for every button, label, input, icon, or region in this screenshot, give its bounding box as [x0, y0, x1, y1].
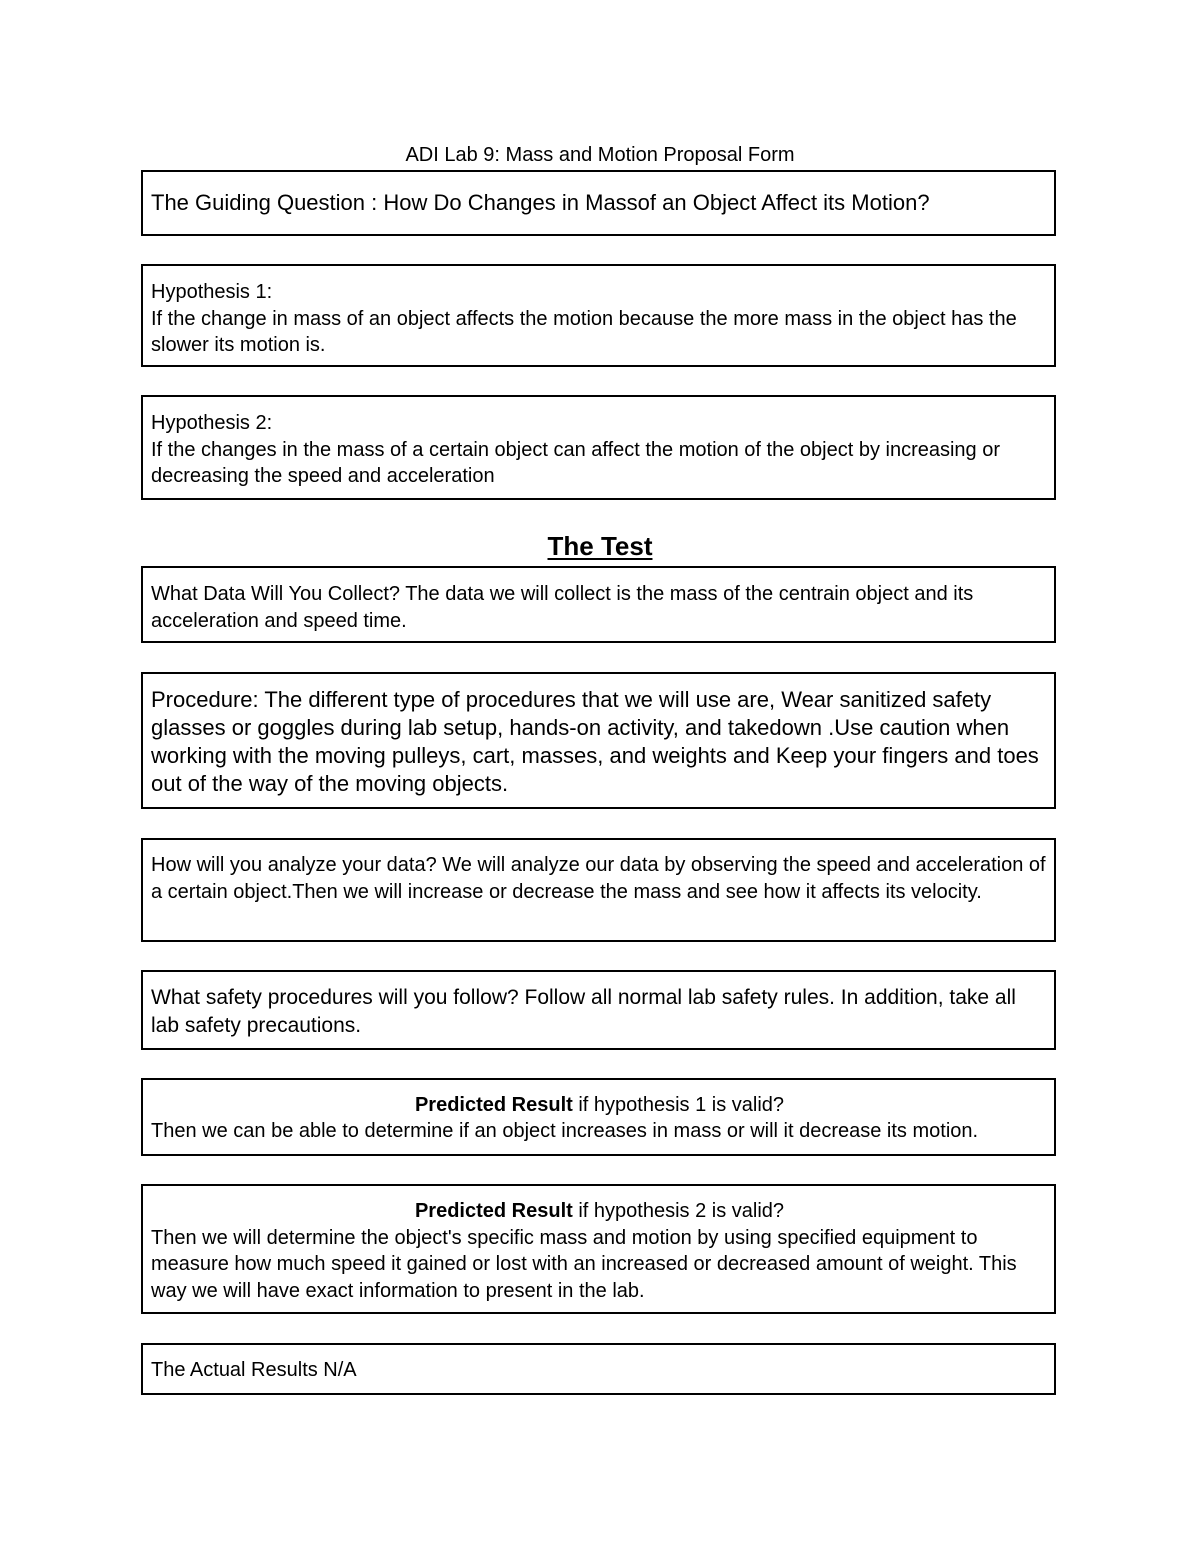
predicted-result-2-label-rest: if hypothesis 2 is valid? — [572, 1200, 785, 1222]
hypothesis-2-label: Hypothesis 2: — [151, 412, 273, 434]
test-heading: The Test — [547, 531, 653, 561]
predicted-result-1-label-bold: Predicted Result — [414, 1094, 573, 1116]
actual-results-text: The Actual Results N/A — [151, 1359, 357, 1381]
procedure-box — [141, 672, 1056, 809]
data-collect-text: What Data Will You Collect? The data we will collect is the mass of the centrain object and its acceleration and speed time. — [151, 583, 974, 632]
predicted-result-2-text: Then we will determine the object's specific mass and motion by using specified equipment to measure how much speed it gained or lost with an increased or decreased amount of weight. This way we will have exact information to present in the lab. — [151, 1226, 1017, 1302]
predicted-result-2-label — [151, 1198, 1048, 1225]
form-title: ADI Lab 9: Mass and Motion Proposal Form — [405, 144, 795, 166]
predicted-result-1-text: Then we can be able to determine if an object increases in mass or will it decrease its motion. — [151, 1119, 979, 1142]
safety-procedures-box — [141, 970, 1056, 1050]
procedure-text: Procedure: The different type of procedures that we will use are, Wear sanitized safety glasses or goggles during lab setup, hands-on activity, and takedown .Use caution when working with the moving pulleys, cart, masses, and weights and Keep your fingers and toes out of the way of the moving objects. — [151, 687, 1039, 796]
predicted-result-1-box — [141, 1078, 1056, 1156]
hypothesis-1-text: If the change in mass of an object affects the motion because the more mass in the object has the slower its motion is. — [151, 307, 1017, 356]
hypothesis-2-text: If the changes in the mass of a certain object can affect the motion of the object by increasing or decreasing the speed and acceleration — [151, 438, 1001, 487]
hypothesis-1-box — [141, 264, 1056, 367]
safety-procedures-text: What safety procedures will you follow? Follow all normal lab safety rules. In addition, take all lab safety precautions. — [151, 986, 1016, 1037]
predicted-result-1-label — [151, 1093, 1048, 1119]
analyze-data-box — [141, 838, 1056, 942]
analyze-data-text: How will you analyze your data? We will analyze our data by observing the speed and acceleration of a certain object.Then we will increase or decrease the mass and see how it affects its velocity. — [151, 854, 1046, 903]
guiding-question-text: The Guiding Question : How Do Changes in Massof an Object Affect its Motion? — [151, 190, 930, 215]
data-collect-box — [141, 566, 1056, 643]
predicted-result-2-box — [141, 1184, 1056, 1314]
hypothesis-1-label: Hypothesis 1: — [151, 281, 273, 303]
actual-results-box — [141, 1343, 1056, 1395]
predicted-result-1-label-rest: if hypothesis 1 is valid? — [572, 1094, 785, 1116]
predicted-result-2-label-bold: Predicted Result — [414, 1200, 573, 1222]
hypothesis-2-box — [141, 395, 1056, 500]
guiding-question-box — [141, 170, 1056, 236]
